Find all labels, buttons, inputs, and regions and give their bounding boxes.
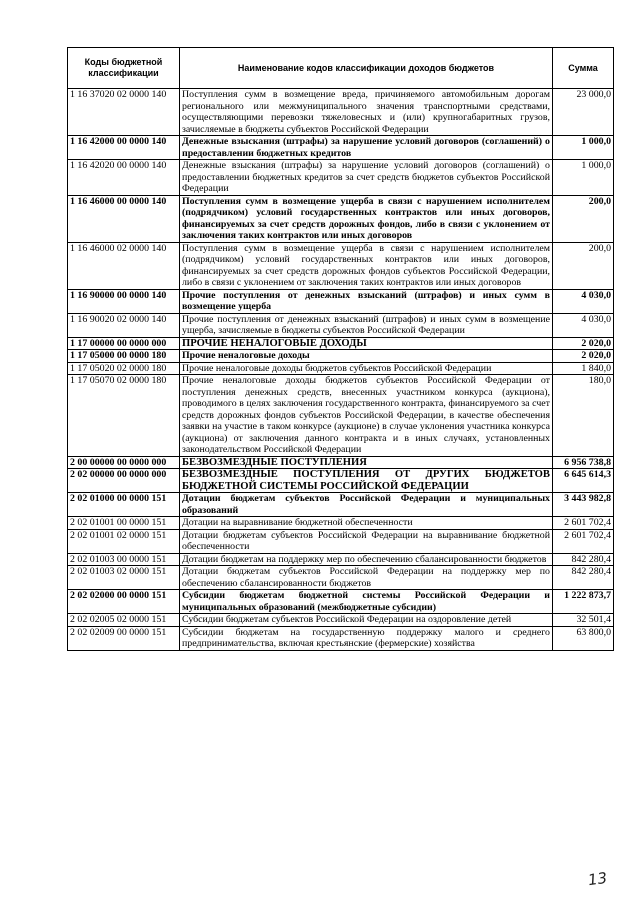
code-cell: 2 02 01003 02 0000 151 xyxy=(68,566,180,590)
sum-cell: 3 443 982,8 xyxy=(553,493,614,517)
code-cell: 1 16 90020 02 0000 140 xyxy=(68,313,180,337)
name-cell: Прочие поступления от денежных взысканий (штрафов) и иных сумм в возмещение ущерба, зачисляемые в бюджеты субъектов Российской Федерации xyxy=(180,313,553,337)
name-cell: Дотации на выравнивание бюджетной обеспеченности xyxy=(180,517,553,530)
code-cell: 2 02 02000 00 0000 151 xyxy=(68,590,180,614)
code-cell: 1 16 46000 02 0000 140 xyxy=(68,242,180,289)
sum-cell: 200,0 xyxy=(553,195,614,242)
name-cell: Дотации бюджетам субъектов Российской Федерации и муниципальных образований xyxy=(180,493,553,517)
sum-cell: 180,0 xyxy=(553,375,614,457)
code-cell: 1 16 42000 00 0000 140 xyxy=(68,136,180,160)
name-cell: Прочие поступления от денежных взысканий (штрафов) и иных сумм в возмещение ущерба xyxy=(180,289,553,313)
budget-revenue-table xyxy=(67,47,614,651)
code-cell: 2 02 01003 00 0000 151 xyxy=(68,553,180,566)
budget-document-page xyxy=(67,47,613,651)
name-cell: Субсидии бюджетам бюджетной системы Российской Федерации и муниципальных образований (межбюджетные субсидии) xyxy=(180,590,553,614)
sum-cell: 2 601 702,4 xyxy=(553,517,614,530)
header-sum: Сумма xyxy=(553,48,614,89)
sum-cell: 1 222 873,7 xyxy=(553,590,614,614)
name-cell: Прочие неналоговые доходы xyxy=(180,350,553,363)
table-row xyxy=(68,614,614,627)
code-cell: 1 17 05070 02 0000 180 xyxy=(68,375,180,457)
table-row xyxy=(68,493,614,517)
sum-cell: 1 840,0 xyxy=(553,362,614,375)
name-cell: ПРОЧИЕ НЕНАЛОГОВЫЕ ДОХОДЫ xyxy=(180,337,553,350)
table-row xyxy=(68,456,614,469)
name-cell: Дотации бюджетам на поддержку мер по обеспечению сбалансированности бюджетов xyxy=(180,553,553,566)
name-cell: Прочие неналоговые доходы бюджетов субъектов Российской Федерации xyxy=(180,362,553,375)
code-cell: 2 02 01001 00 0000 151 xyxy=(68,517,180,530)
table-row xyxy=(68,195,614,242)
code-cell: 1 17 05000 00 0000 180 xyxy=(68,350,180,363)
code-cell: 1 16 42020 00 0000 140 xyxy=(68,160,180,196)
table-header-row xyxy=(68,48,614,89)
name-cell: БЕЗВОЗМЕЗДНЫЕ ПОСТУПЛЕНИЯ ОТ ДРУГИХ БЮДЖЕТОВ БЮДЖЕТНОЙ СИСТЕМЫ РОССИЙСКОЙ ФЕДЕРАЦИИ xyxy=(180,469,553,493)
header-code: Коды бюджетной классификации xyxy=(68,48,180,89)
sum-cell: 63 800,0 xyxy=(553,626,614,650)
page-number: 13 xyxy=(586,868,609,890)
code-cell: 1 16 46000 00 0000 140 xyxy=(68,195,180,242)
table-row xyxy=(68,529,614,553)
table-row xyxy=(68,566,614,590)
name-cell: Поступления сумм в возмещение ущерба в связи с нарушением исполнителем (подрядчиком) условий государственных контрактов или иных договоров, финансируемых за счет средств дорожных фондов, либо в связи с уклонением от заключения таких контрактов или иных договоров xyxy=(180,195,553,242)
table-row xyxy=(68,242,614,289)
code-cell: 2 02 02009 00 0000 151 xyxy=(68,626,180,650)
table-row xyxy=(68,289,614,313)
table-row xyxy=(68,469,614,493)
table-row xyxy=(68,362,614,375)
sum-cell: 2 601 702,4 xyxy=(553,529,614,553)
name-cell: Денежные взыскания (штрафы) за нарушение условий договоров (соглашений) о предоставлении бюджетных кредитов за счет средств бюджетов субъектов Российской Федерации xyxy=(180,160,553,196)
sum-cell: 6 645 614,3 xyxy=(553,469,614,493)
sum-cell: 200,0 xyxy=(553,242,614,289)
name-cell: Денежные взыскания (штрафы) за нарушение условий договоров (соглашений) о предоставлении бюджетных кредитов xyxy=(180,136,553,160)
table-row xyxy=(68,337,614,350)
sum-cell: 4 030,0 xyxy=(553,313,614,337)
sum-cell: 23 000,0 xyxy=(553,89,614,136)
table-row xyxy=(68,517,614,530)
sum-cell: 32 501,4 xyxy=(553,614,614,627)
code-cell: 2 00 00000 00 0000 000 xyxy=(68,456,180,469)
code-cell: 2 02 01001 02 0000 151 xyxy=(68,529,180,553)
sum-cell: 1 000,0 xyxy=(553,160,614,196)
sum-cell: 6 956 738,8 xyxy=(553,456,614,469)
sum-cell: 842 280,4 xyxy=(553,566,614,590)
header-name: Наименование кодов классификации доходов бюджетов xyxy=(180,48,553,89)
code-cell: 1 16 90000 00 0000 140 xyxy=(68,289,180,313)
table-row xyxy=(68,89,614,136)
sum-cell: 2 020,0 xyxy=(553,350,614,363)
code-cell: 2 02 01000 00 0000 151 xyxy=(68,493,180,517)
code-cell: 2 02 02005 02 0000 151 xyxy=(68,614,180,627)
name-cell: Субсидии бюджетам субъектов Российской Федерации на оздоровление детей xyxy=(180,614,553,627)
table-row xyxy=(68,313,614,337)
code-cell: 1 17 05020 02 0000 180 xyxy=(68,362,180,375)
name-cell: Прочие неналоговые доходы бюджетов субъектов Российской Федерации от поступления денежных средств, внесенных участником конкурса (аукциона), проводимого в целях заключения государственного контракта, финансируемого за счет средств дорожных фондов субъектов Российской Федерации, в качестве обеспечения заявки на участие в таком конкурсе (аукционе) в случае уклонения участника конкурса (аукциона) от заключения данного контракта и в иных случаях, установленных законодательством Российской Федерации xyxy=(180,375,553,457)
table-row xyxy=(68,553,614,566)
table-row xyxy=(68,160,614,196)
name-cell: БЕЗВОЗМЕЗДНЫЕ ПОСТУПЛЕНИЯ xyxy=(180,456,553,469)
code-cell: 2 02 00000 00 0000 000 xyxy=(68,469,180,493)
sum-cell: 4 030,0 xyxy=(553,289,614,313)
name-cell: Дотации бюджетам субъектов Российской Федерации на выравнивание бюджетной обеспеченности xyxy=(180,529,553,553)
code-cell: 1 17 00000 00 0000 000 xyxy=(68,337,180,350)
table-row xyxy=(68,350,614,363)
table-body xyxy=(68,89,614,651)
name-cell: Дотации бюджетам субъектов Российской Федерации на поддержку мер по обеспечению сбалансированности бюджетов xyxy=(180,566,553,590)
sum-cell: 2 020,0 xyxy=(553,337,614,350)
name-cell: Поступления сумм в возмещение вреда, причиняемого автомобильным дорогам регионального или межмуниципального значения транспортными средствами, осуществляющими перевозки тяжеловесных и (или) крупногабаритных грузов, зачисляемые в бюджеты субъектов Российской Федерации xyxy=(180,89,553,136)
name-cell: Субсидии бюджетам на государственную поддержку малого и среднего предпринимательства, включая крестьянские (фермерские) хозяйства xyxy=(180,626,553,650)
sum-cell: 1 000,0 xyxy=(553,136,614,160)
table-row xyxy=(68,375,614,457)
sum-cell: 842 280,4 xyxy=(553,553,614,566)
table-row xyxy=(68,626,614,650)
table-row xyxy=(68,136,614,160)
name-cell: Поступления сумм в возмещение ущерба в связи с нарушением исполнителем (подрядчиком) условий государственных контрактов или иных договоров, финансируемых за счет средств дорожных фондов субъектов Российской Федерации, либо в связи с уклонением от заключения таких контрактов или иных договоров xyxy=(180,242,553,289)
table-row xyxy=(68,590,614,614)
code-cell: 1 16 37020 02 0000 140 xyxy=(68,89,180,136)
